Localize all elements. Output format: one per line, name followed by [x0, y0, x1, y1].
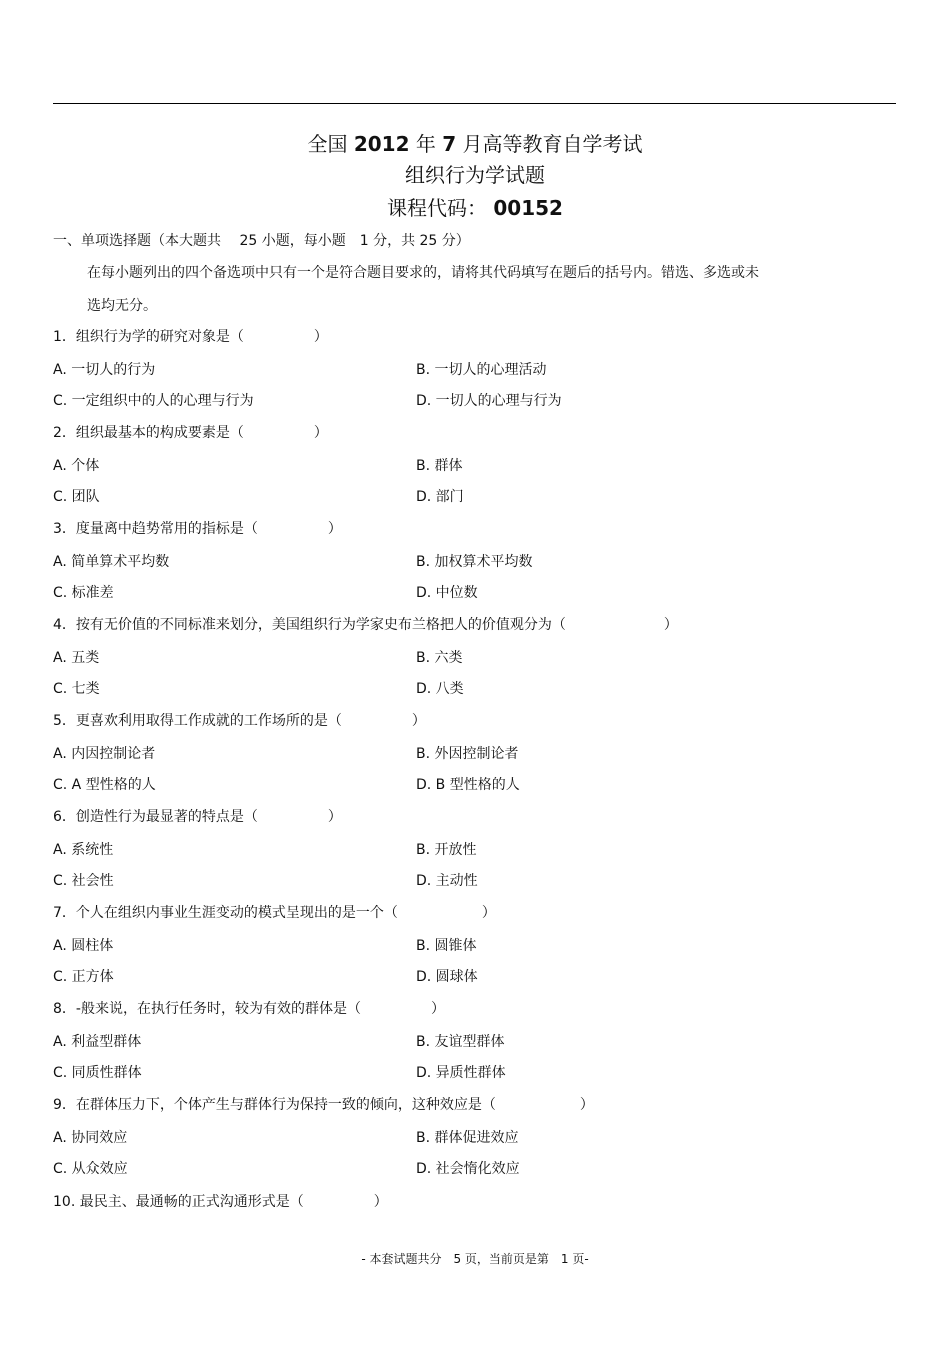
question-stem-1: 1．组织行为学的研究对象是（ ） — [53, 329, 328, 345]
page-footer: - 本套试题共分 5 页，当前页是第 1 页- — [361, 1252, 589, 1266]
option-d-2: D. 部门 — [416, 489, 464, 505]
instructions-line-2: 选均无分。 — [87, 298, 157, 314]
option-a-4: A. 五类 — [53, 650, 100, 666]
option-a-2: A. 个体 — [53, 458, 100, 474]
option-b-7: B. 圆锥体 — [416, 938, 477, 954]
option-b-4: B. 六类 — [416, 650, 463, 666]
option-c-1: C. 一定组织中的人的心理与行为 — [53, 393, 254, 409]
option-d-6: D. 主动性 — [416, 873, 478, 889]
option-c-7: C. 正方体 — [53, 969, 114, 985]
question-stem-7: 7．个人在组织内事业生涯变动的模式呈现出的是一个（ ） — [53, 905, 496, 921]
option-a-8: A. 利益型群体 — [53, 1034, 142, 1050]
option-b-3: B. 加权算术平均数 — [416, 554, 533, 570]
option-c-2: C. 团队 — [53, 489, 100, 505]
question-stem-3: 3．度量离中趋势常用的指标是（ ） — [53, 521, 342, 537]
option-b-1: B. 一切人的心理活动 — [416, 362, 547, 378]
option-c-5: C. A 型性格的人 — [53, 777, 156, 793]
option-c-8: C. 同质性群体 — [53, 1065, 142, 1081]
option-d-4: D. 八类 — [416, 681, 464, 697]
option-b-6: B. 开放性 — [416, 842, 477, 858]
option-d-7: D. 圆球体 — [416, 969, 478, 985]
course-code: 课程代码： 00152 — [387, 196, 563, 220]
question-stem-5: 5．更喜欢利用取得工作成就的工作场所的是（ ） — [53, 713, 426, 729]
option-c-6: C. 社会性 — [53, 873, 114, 889]
option-b-8: B. 友谊型群体 — [416, 1034, 505, 1050]
option-a-5: A. 内因控制论者 — [53, 746, 156, 762]
exam-title: 全国 2012 年 7 月高等教育自学考试 — [307, 132, 643, 156]
option-a-3: A. 简单算术平均数 — [53, 554, 170, 570]
option-d-3: D. 中位数 — [416, 585, 478, 601]
option-c-9: C. 从众效应 — [53, 1161, 128, 1177]
instructions-line-1: 在每小题列出的四个备选项中只有一个是符合题目要求的，请将其代码填写在题后的括号内。错选、多选或未 — [87, 265, 759, 281]
option-d-1: D. 一切人的心理与行为 — [416, 393, 562, 409]
header-rule — [53, 103, 896, 104]
question-10: 10. 最民主、最通畅的正式沟通形式是（ ） — [53, 1194, 388, 1210]
section-heading: 一、单项选择题（本大题共 25 小题，每小题 1 分，共 25 分） — [53, 233, 470, 249]
option-a-9: A. 协同效应 — [53, 1130, 128, 1146]
option-a-1: A. 一切人的行为 — [53, 362, 156, 378]
option-b-5: B. 外因控制论者 — [416, 746, 519, 762]
option-d-9: D. 社会惰化效应 — [416, 1161, 520, 1177]
option-a-6: A. 系统性 — [53, 842, 114, 858]
option-b-9: B. 群体促进效应 — [416, 1130, 519, 1146]
option-b-2: B. 群体 — [416, 458, 463, 474]
option-d-5: D. B 型性格的人 — [416, 777, 520, 793]
option-c-4: C. 七类 — [53, 681, 100, 697]
option-a-7: A. 圆柱体 — [53, 938, 114, 954]
question-stem-4: 4．按有无价值的不同标准来划分，美国组织行为学家史布兰格把人的价值观分为（ ） — [53, 617, 678, 633]
option-c-3: C. 标准差 — [53, 585, 114, 601]
question-stem-8: 8．-般来说，在执行任务时，较为有效的群体是（ ） — [53, 1001, 445, 1017]
question-stem-9: 9．在群体压力下，个体产生与群体行为保持一致的倾向，这种效应是（ ） — [53, 1097, 594, 1113]
exam-subject: 组织行为学试题 — [405, 163, 545, 187]
question-stem-6: 6．创造性行为最显著的特点是（ ） — [53, 809, 342, 825]
question-stem-2: 2．组织最基本的构成要素是（ ） — [53, 425, 328, 441]
option-d-8: D. 异质性群体 — [416, 1065, 506, 1081]
